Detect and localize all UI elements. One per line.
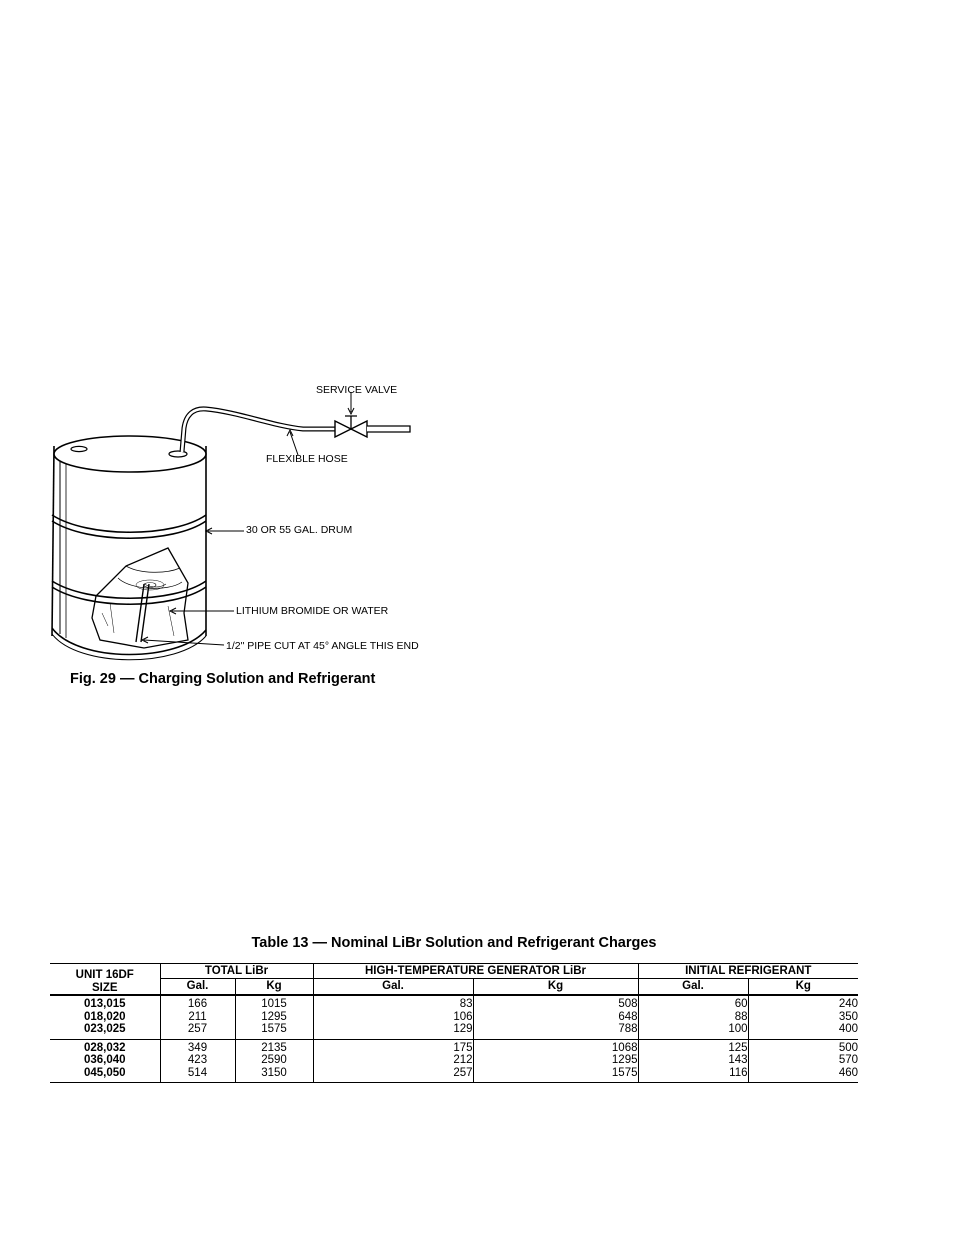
drum-illustration <box>48 378 448 668</box>
charging-drum-figure <box>48 378 448 668</box>
table-row: 023,025 257 1575 129 788 100 400 <box>50 1023 858 1039</box>
table-row: 013,015 166 1015 83 508 60 240 <box>50 995 858 1011</box>
unit-size-header <box>50 964 160 996</box>
drum-label: 30 OR 55 GAL. DRUM <box>246 524 353 536</box>
unit-header-line2: SIZE <box>91 981 118 994</box>
total-libr-header: TOTAL LiBr <box>160 964 313 979</box>
table-row: 028,032 349 2135 175 1068 125 500 <box>50 1039 858 1054</box>
contents-label: LITHIUM BROMIDE OR WATER <box>236 605 389 617</box>
htg-kg-header: Kg <box>473 979 638 995</box>
ref-kg-header: Kg <box>748 979 858 995</box>
table-row: 018,020 211 1295 106 648 88 350 <box>83 1010 859 1023</box>
service-valve-label: SERVICE VALVE <box>316 384 398 396</box>
pipe-label: 1/2" PIPE CUT AT 45° ANGLE THIS END <box>226 640 419 652</box>
table-row: 045,050 514 3150 257 1575 116 460 <box>50 1067 858 1083</box>
flexible-hose-label: FLEXIBLE HOSE <box>266 453 348 465</box>
total-kg-header: Kg <box>235 979 313 995</box>
table-title: Table 13 — Nominal LiBr Solution and Refrigerant Charges <box>251 935 657 951</box>
total-gal-header: Gal. <box>160 979 235 995</box>
htg-gal-header: Gal. <box>313 979 473 995</box>
unit-header-line1: UNIT 16DF <box>75 969 134 981</box>
table-row: 036,040 423 2590 212 1295 143 570 <box>83 1054 859 1066</box>
htg-libr-header: HIGH-TEMPERATURE GENERATOR LiBr <box>313 964 638 979</box>
ref-gal-header: Gal. <box>638 979 748 995</box>
figure-caption: Fig. 29 — Charging Solution and Refrigerant <box>70 671 376 687</box>
initial-refrigerant-header: INITIAL REFRIGERANT <box>638 964 858 979</box>
charges-table <box>50 963 858 1083</box>
